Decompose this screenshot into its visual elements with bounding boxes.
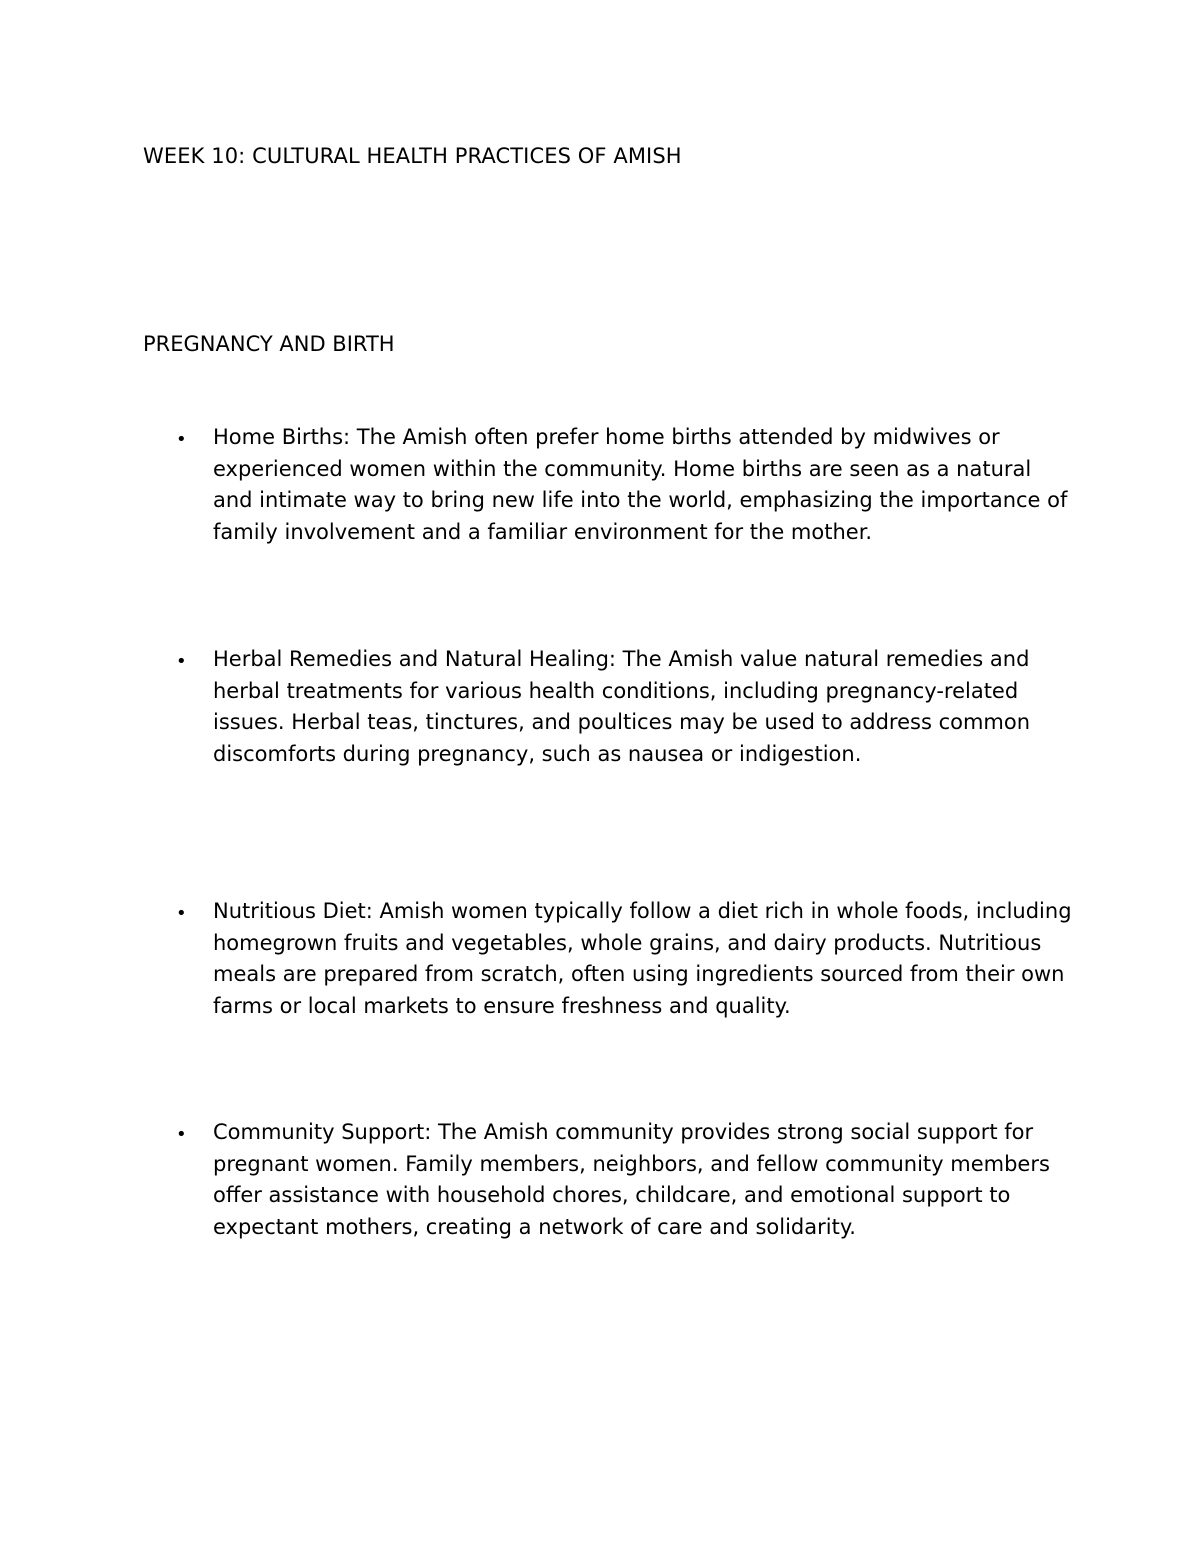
section-heading: PREGNANCY AND BIRTH (143, 332, 395, 356)
document-title: WEEK 10: CULTURAL HEALTH PRACTICES OF AMISH (143, 144, 682, 168)
bullet-icon: • (176, 651, 187, 672)
bullet-icon: • (176, 429, 187, 450)
bullet-text: Herbal Remedies and Natural Healing: The Amish value natural remedies and herbal treatments for various health conditions, including pregnancy-related issues. Herbal teas, tinctures, and poultices may be used to address common discomforts during pregnancy, such as nausea or indigestion. (213, 647, 1031, 766)
bullet-text: Home Births: The Amish often prefer home births attended by midwives or experienced women within the community. Home births are seen as a natural and intimate way to bring new life into the world, emphasizing the importance of family involvement and a familiar environment for the mother. (213, 425, 1068, 544)
bullet-icon: • (176, 1124, 187, 1145)
bullet-text: Community Support: The Amish community provides strong social support for pregnant women. Family members, neighbors, and fellow community members offer assistance with household chores, childcare, and emotional support to expectant mothers, creating a network of care and solidarity. (213, 1120, 1050, 1239)
bullet-icon: • (176, 903, 187, 924)
bullet-text: Nutritious Diet: Amish women typically follow a diet rich in whole foods, including homegrown fruits and vegetables, whole grains, and dairy products. Nutritious meals are prepared from scratch, often using ingredients sourced from their own farms or local markets to ensure freshness and quality. (213, 899, 1072, 1018)
